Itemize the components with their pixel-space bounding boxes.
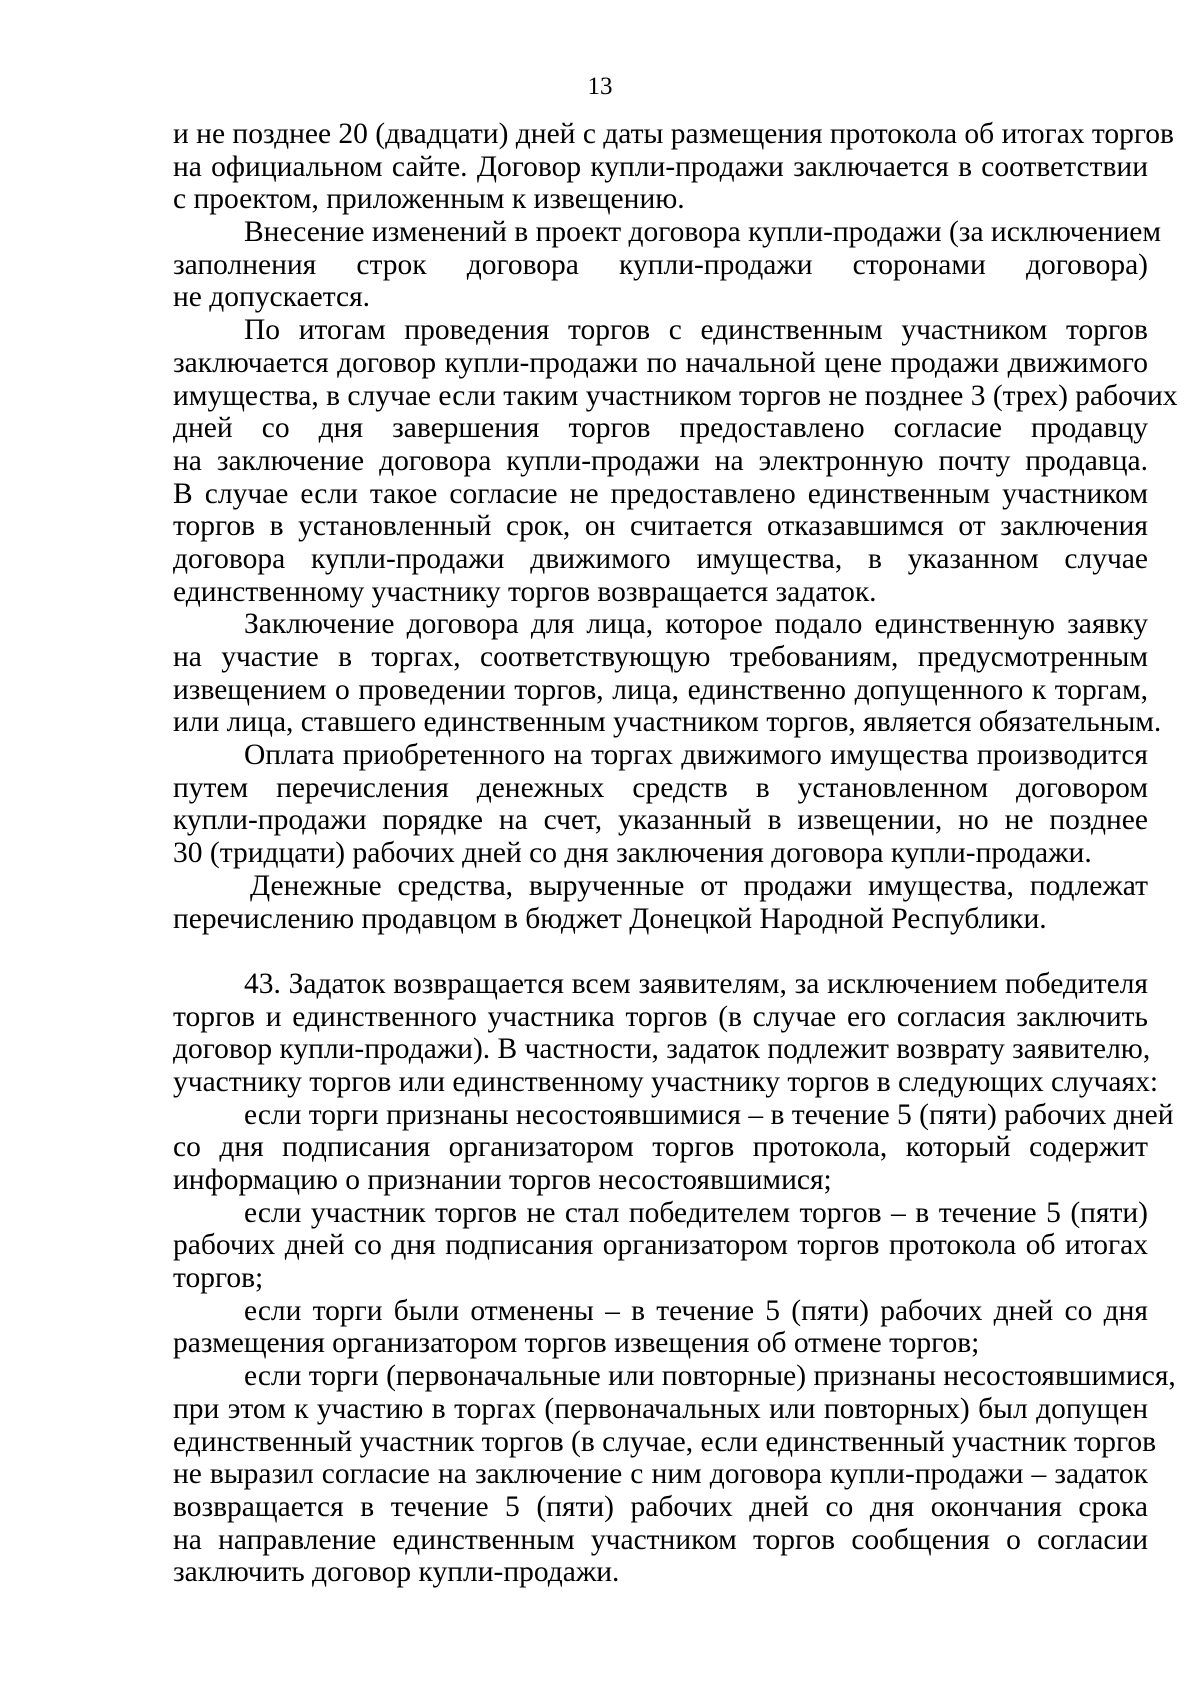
text-line: Оплата приобретенного на торгах движимого имущества производится	[244, 739, 1148, 772]
text-line: если торги (первоначальные или повторные) признаны несостоявшимися,	[244, 1360, 1176, 1393]
paragraph-gap	[173, 935, 1148, 968]
text-line: торгов и единственного участника торгов (в случае его согласия заключить	[173, 1000, 1148, 1033]
text-line: если торги были отменены – в течение 5 (пяти) рабочих дней со дня	[244, 1294, 1148, 1327]
paragraph-obligatory-contract	[173, 608, 1162, 739]
text-line: с проектом, приложенным к извещению.	[173, 183, 685, 216]
text-line: 43. Задаток возвращается всем заявителям, за исключением победителя	[244, 967, 1148, 1000]
text-line: заполнения строк договора купли-продажи сторонами договора)	[173, 248, 1148, 281]
text-line: информацию о признании торгов несостоявшимися;	[173, 1164, 832, 1196]
text-line: извещением о проведении торгов, лица, единственно допущенного к торгам,	[173, 673, 1148, 706]
text-line: и не позднее 20 (двадцати) дней с даты размещения протокола об итогах торгов	[173, 118, 1174, 150]
paragraph-case-single-participant-refused	[173, 1360, 1176, 1589]
paragraph-budget-transfer	[173, 870, 1148, 935]
text-line: По итогам проведения торгов с единственным участником торгов	[244, 314, 1148, 347]
page-number: 13	[587, 73, 613, 100]
document-body	[173, 118, 1178, 1589]
text-line: заключается договор купли-продажи по начальной цене продажи движимого	[173, 346, 1148, 379]
text-line: торгов;	[173, 1262, 264, 1295]
text-line: торгов в установленный срок, он считается отказавшимся от заключения	[173, 510, 1148, 543]
text-line: на официальном сайте. Договор купли-продажи заключается в соответствии	[173, 150, 1148, 183]
text-line: единственному участнику торгов возвращается задаток.	[173, 575, 877, 608]
paragraph-item-43	[173, 967, 1159, 1099]
text-line: участнику торгов или единственному участнику торгов в следующих случаях:	[173, 1065, 1159, 1098]
text-line: заключить договор купли-продажи.	[173, 1556, 620, 1589]
text-line: при этом к участию в торгах (первоначальных или повторных) был допущен	[173, 1392, 1148, 1425]
text-line: договор купли-продажи). В частности, задаток подлежит возврату заявителю,	[173, 1033, 1151, 1066]
text-line: или лица, ставшего единственным участником торгов, является обязательным.	[173, 706, 1162, 739]
text-line: размещения организатором торгов извещения об отмене торгов;	[173, 1327, 980, 1360]
text-line: если участник торгов не стал победителем торгов – в течение 5 (пяти)	[244, 1196, 1148, 1229]
paragraph-case-failed-auction	[173, 1098, 1174, 1197]
text-line: путем перечисления денежных средств в установленном договором	[173, 771, 1148, 804]
paragraph-case-not-winner	[173, 1197, 1148, 1295]
text-line: имущества, в случае если таким участником торгов не позднее 3 (трех) рабочих	[173, 379, 1178, 412]
text-line: перечислению продавцом в бюджет Донецкой Народной Республики.	[173, 902, 1047, 935]
text-line: не допускается.	[173, 281, 371, 314]
paragraph-case-cancelled	[173, 1295, 1148, 1360]
text-line: не выразил согласие на заключение с ним договора купли-продажи – задаток	[173, 1458, 1148, 1491]
paragraph-contract-changes	[173, 216, 1162, 314]
text-line: В случае если такое согласие не предоставлено единственным участником	[173, 477, 1148, 510]
text-line: Заключение договора для лица, которое подало единственную заявку	[244, 608, 1148, 641]
text-line: Внесение изменений в проект договора купли-продажи (за исключением	[244, 216, 1162, 249]
text-line: со дня подписания организатором торгов протокола, который содержит	[173, 1131, 1148, 1164]
text-line: купли-продажи порядке на счет, указанный в извещении, но не позднее	[173, 804, 1148, 837]
text-line: на участие в торгах, соответствующую требованиям, предусмотренным	[173, 641, 1148, 673]
paragraph-continuation	[173, 118, 1174, 216]
text-line: на направление единственным участником торгов сообщения о согласии	[173, 1523, 1148, 1556]
text-line: дней со дня завершения торгов предоставлено согласие продавцу	[173, 412, 1148, 445]
text-line: возвращается в течение 5 (пяти) рабочих дней со дня окончания срока	[173, 1490, 1148, 1523]
text-line: единственный участник торгов (в случае, если единственный участник торгов	[173, 1425, 1156, 1458]
text-line: на заключение договора купли-продажи на электронную почту продавца.	[173, 444, 1148, 477]
text-line: 30 (тридцати) рабочих дней со дня заключения договора купли-продажи.	[173, 837, 1092, 870]
text-line: рабочих дней со дня подписания организатором торгов протокола об итогах	[173, 1229, 1148, 1262]
text-line: если торги признаны несостоявшимися – в течение 5 (пяти) рабочих дней	[244, 1098, 1174, 1131]
paragraph-single-participant	[173, 314, 1178, 608]
text-line: договора купли-продажи движимого имущества, в указанном случае	[173, 542, 1148, 575]
paragraph-payment	[173, 739, 1148, 870]
text-line: Денежные средства, вырученные от продажи имущества, подлежат	[250, 869, 1148, 902]
